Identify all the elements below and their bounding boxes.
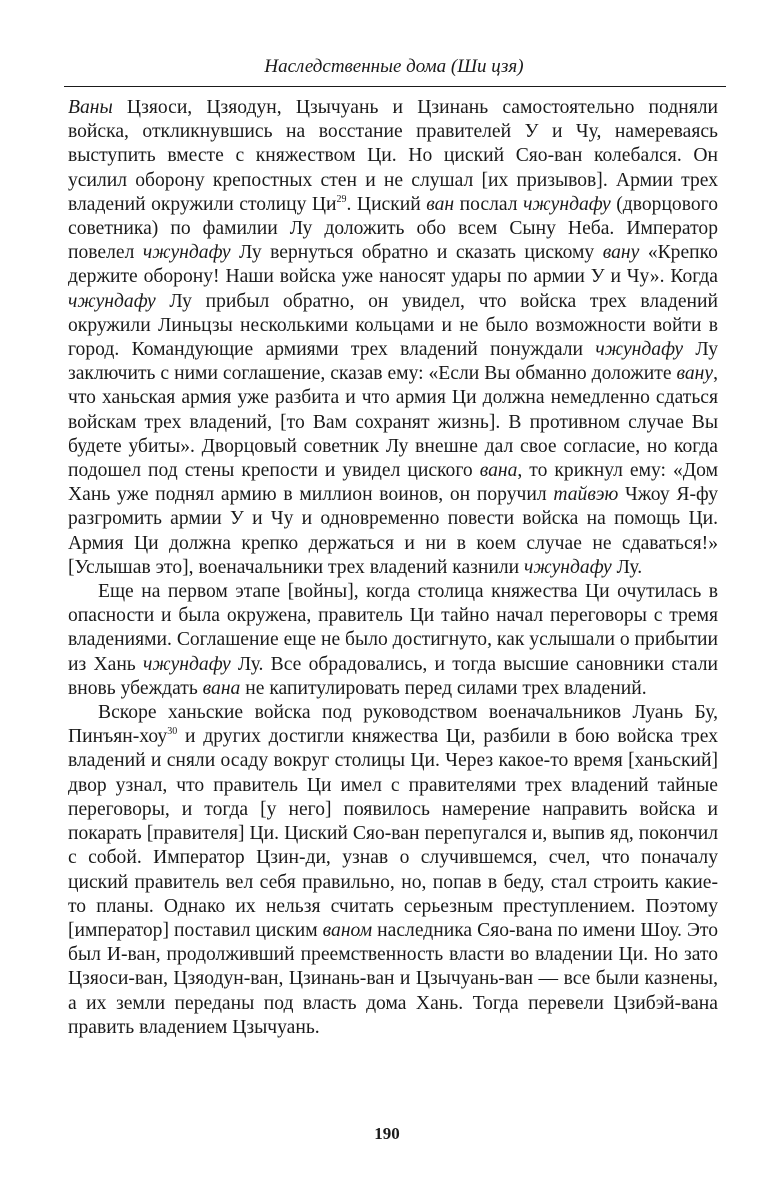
italic-term: чжундафу [143, 653, 231, 675]
footnote-ref: 30 [167, 726, 178, 738]
text-run: послал [454, 193, 524, 215]
text-run: (дворцового советника) по фамилии Лу доложить обо всем Сыну Неба. Император повелел [68, 193, 718, 264]
body-text [68, 96, 718, 1040]
text-run: не капитулировать перед силами трех владений. [240, 677, 647, 699]
italic-term: вана [479, 460, 518, 482]
text-run: , то крикнул ему: «Дом Хань уже поднял армию в миллион воинов, он поручил [68, 460, 718, 506]
italic-term: тайвэю [553, 484, 619, 506]
italic-term: чжундафу [142, 242, 231, 264]
italic-term: ваном [322, 919, 373, 941]
italic-term: чжундафу [523, 193, 611, 215]
italic-term: чжундафу [524, 556, 612, 578]
text-run: Чжоу Я-фу разгромить армии У и Чу и одновременно повести войска на помощь Ци. Армия Ци должна крепко держаться и ни в коем случае не сдаваться!» [Услышав это], военачальники трех владений казнили [68, 484, 718, 578]
text-run: «Крепко держите оборону! Наши войска уже наносят удары по армии У и Чу». Когда [68, 242, 718, 288]
italic-term: вану [676, 363, 714, 385]
text-run: Лу прибыл обратно, он увидел, что войска трех владений окружили Линьцзы несколькими кольцами и не было возможности войти в город. Командующие армиями трех владений понуждали [68, 290, 718, 361]
paragraph-1 [68, 96, 718, 580]
text-run: Лу вернуться обратно и сказать цискому [230, 242, 603, 264]
italic-term: чжундафу [68, 290, 156, 312]
footnote-ref: 29 [336, 193, 347, 205]
text-run: и других достигли княжества Ци, разбили в бою войска трех владений и сняли осаду вокруг столицы Ци. Через какое-то время [ханьский] двор узнал, что правитель Ци имел с правителями трех владений тайные переговоры, и тогда [у него] появилось намерение направить войска и покарать [правителя] Ци. Циский Сяо-ван перепугался и, выпив яд, покончил с собой. Император Цзин-ди, узнав о случившемся, счел, что поначалу циский правитель вел себя правильно, но, попав в беду, стал строить какие-то планы. Однако их нельзя считать серьезным преступлением. Поэтому [император] поставил циским [68, 726, 718, 941]
text-run: , что ханьская армия уже разбита и что армия Ци должна немедленно сдаться войскам трех владений, [то Вам сохранят жизнь]. В противном случае Вы будете убиты». Дворцовый советник Лу внешне дал свое согласие, но когда подошел под стены крепости и увидел циского [68, 363, 718, 482]
text-run: Цзяоси, Цзяодун, Цзычуань и Цзинань самостоятельно подняли войска, откликнувшись на восстание правителей У и Чу, намереваясь выступить вместе с княжеством Ци. Но циский Сяо-ван колебался. Он усилил оборону крепостных стен и не слушал [их призывов]. Армии трех владений окружили столицу Ци [68, 97, 718, 215]
text-run: Вскоре ханьские войска под руководством военачальников Луань Бу, Пинъян-хоу [68, 702, 718, 748]
italic-term: вану [602, 242, 640, 264]
text-run: Лу. [611, 556, 643, 578]
text-run: Еще на первом этапе [войны], когда столица княжества Ци очутилась в опасности и была окружена, правитель Ци тайно начал переговоры с тремя владениями. Соглашение еще не было достигнуто, как услышали о прибытии из Хань [68, 581, 718, 675]
italic-term: вана [202, 677, 241, 699]
text-run: наследника Сяо-вана по имени Шоу. Это был И-ван, продолживший преемственность власти во владении Ци. Но зато Цзяоси-ван, Цзяодун-ван, Цзинань-ван и Цзычуань-ван — все были казнены, а их земли переданы под власть дома Хань. Тогда перевели Цзибэй-вана править владением Цзычуань. [68, 919, 719, 1038]
running-header: Наследственные дома (Ши цзя) [264, 56, 524, 77]
page-number: 190 [374, 1124, 400, 1143]
italic-term: чжундафу [595, 339, 684, 361]
text-run: Лу. Все обрадовались, и тогда высшие сановники стали вновь убеждать [68, 653, 719, 699]
paragraph-2 [68, 580, 718, 701]
italic-term: ван [426, 193, 455, 215]
text-run: Лу заключить с ними соглашение, сказав ему: «Если Вы обманно доложите [68, 339, 719, 385]
text-run: . Циский [346, 193, 427, 215]
paragraph-3 [68, 701, 718, 1040]
header-divider [64, 86, 726, 87]
italic-term: Ваны [68, 97, 113, 118]
